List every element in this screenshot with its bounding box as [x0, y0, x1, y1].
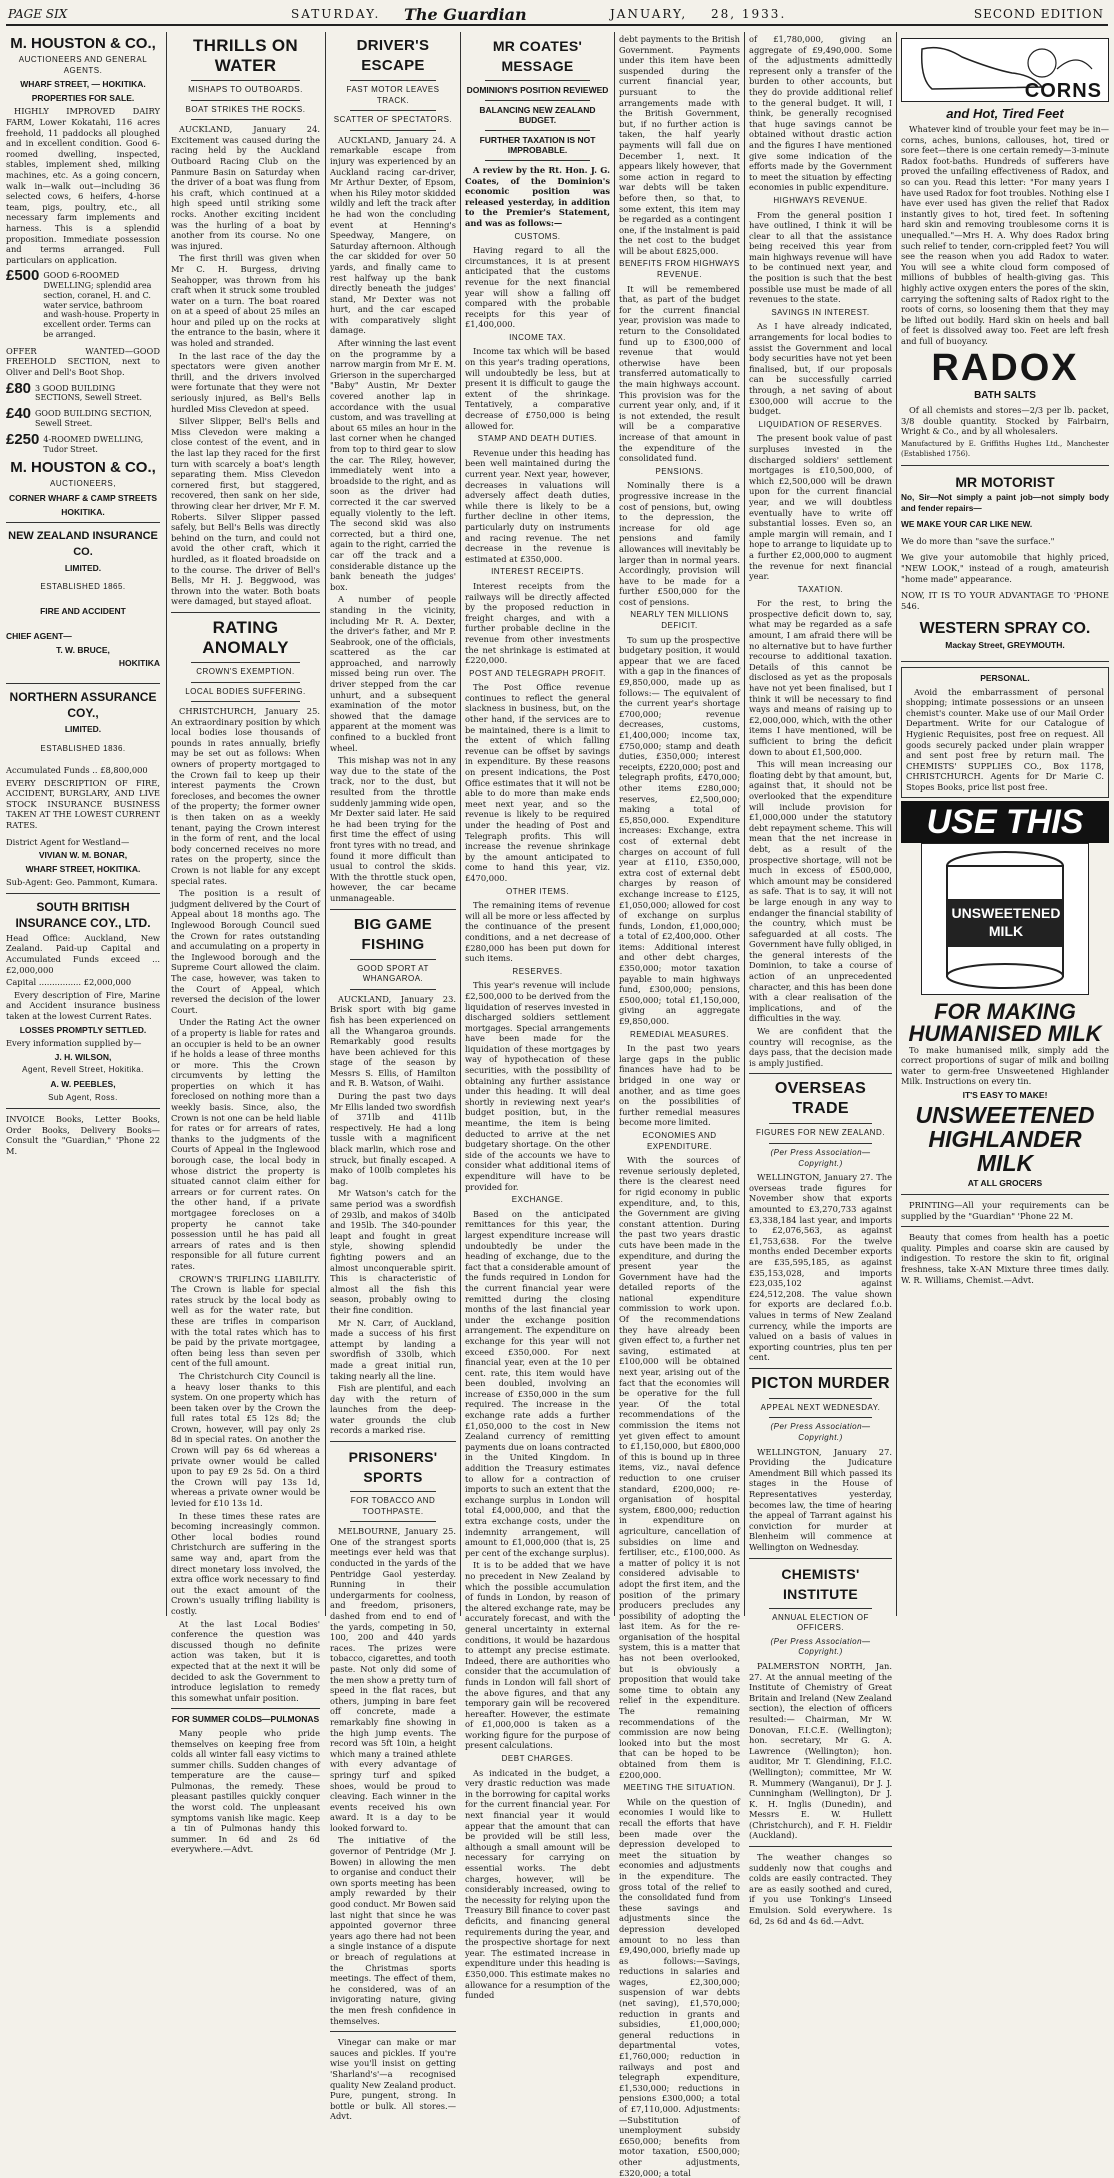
price-500: £500	[6, 267, 40, 285]
divider	[191, 682, 300, 683]
divider	[191, 701, 300, 702]
chief-agent-town: HOKITIKA	[118, 658, 160, 669]
nz-insurance-heading: NEW ZEALAND INSURANCE CO.	[8, 530, 158, 559]
article-paragraph: PALMERSTON NORTH, Jan. 27. At the annual meeting of the Institute of Chemistry of Great Britain and Ireland (New Zealand section), the election of officers resulted:— Chairman, Mr W. Donovan, F.I.C.E. (Wellington); hon. secretary, Mr G. A. Lawrence (Wellington); hon. auditor, Mr T. Glendining, F.I.C. (Wellington); committee, Mr W. R. Mummery (Wanganui), Dr J. J. Cunningham (Wellington), Dr J. K. H. Inglis (Dunedin), and Messrs E. W. Hullett (Christchurch), and F. H. Fieldir (Auckland).	[749, 1660, 892, 1841]
article-paragraph: The first thrill was given when Mr C. H. Burgess, driving Seahopper, was thrown from his craft when it struck some troubled water on a turn. The boat roared on at a speed of about 25 miles an hour and piled up on the rocks at the entrance to the basin, where it was holed and stranded.	[171, 253, 320, 349]
nz-insurance-established: ESTABLISHED 1865.	[40, 581, 126, 591]
section-heading: REMEDIAL MEASURES.	[630, 1029, 729, 1039]
column-5	[619, 34, 740, 2178]
at-all-grocers: AT ALL GROCERS	[967, 1178, 1043, 1189]
article-paragraph: It will be remembered that, as part of the budget for the current financial year, provision was made to return to the Consolidated fund up to £300,000 of revenue that would otherwise have been transferred automatically to the main highways account. This provision was for the current year only, and, if it is not extended, the result will be a comparative increase of that amount in the expenditure of the consolidated fund.	[619, 283, 740, 464]
corns-title: CORNS	[1024, 80, 1102, 103]
article-paragraph: A number of people standing in the vicinity, including Mr R. A. Dexter, the driver's father, and Mr P. Seabrook, one of the officials, scattered as the car approached, and narrowly missed being run over. The driver stepped from the car unhurt, and a subsequent examination of the motor showed that the damage apparent at the moment was confined to a buckled front wheel.	[330, 594, 456, 753]
article-paragraph: With the sources of revenue seriously depleted, there is the clearest need for rigid economy in public expenditure, and, to this, the Government are giving constant attention. During the past two years drastic cuts have been made in the expenditure, and during the present year the Government have had the detailed reports of the national expenditure commission to work upon. Of the recommendations they have already been given effect to, a further net saving, estimated at £100,000 will be obtained next year, arising out of the fact that the economies will be operative for the full year. Of the total recommendations of the commission the items not yet given effect to amount to £1,150,000, but £800,000 of this is bound up in three items, viz., naval defence reduction to one cruiser standard, £200,000; re-organisation of hospital system, £800,000; reduction in expenditure on agriculture, cancellation of subsidies on lime and fertiliser, etc., £100,000. As a matter of policy it is not considered advisable to adopt the first item, and the position of the primary producers precludes any possibility of adopting the last item. As for the re-organisation of the hospital system, this is a matter that has not been overlooked, but is obviously a proposition that would take some time to obtain any relief in the expenditure. The remaining recommendations of the commission are now being looked into but the most that can be hoped to be obtained from them is £200,000.	[619, 1155, 740, 1780]
divider	[350, 80, 436, 81]
article-paragraph: AUCKLAND, January 24. A remarkable escape from injury was experienced by an Auckland racing car-driver, Mr Arthur Dexter, of Epsom, when his Riley motor skidded wildly and left the track after he had won the concluding event at Henning's Speedway, Mangere, on Saturday afternoon. Although the car skidded for over 50 yards, and finally came to rest halfway up the bank directly beneath the judges' stand, Mr Dexter was not hurt, and the car escaped with comparatively slight damage.	[330, 134, 456, 336]
divider	[749, 1846, 892, 1847]
article-paragraph: CROWN'S TRIFLING LIABILITY. The Crown is liable for special rates struck by the local body as well as for the water rate, but these are trifles in comparison with the total rates which has to be paid by the private mortgagee, often being less than seven per cent of the full amount.	[171, 1273, 320, 1369]
peebles-name: A. W. PEEBLES,	[50, 1079, 116, 1090]
wilson-address: Agent, Revell Street, Hokitika.	[22, 1065, 144, 1075]
pulmonas-ad: Many people who pride themselves on keeping free from colds all winter fall easy victims to summer chills. Sudden changes of temperature are the cause—Pulmonas, the remedy. These pleasant pastilles quickly conquer the worst cold. The unpleasant symptoms vanish like magic. Keep a tin of Pulmonas handy this summer. In 6d and 2s 6d everywhere.—Advt.	[171, 1727, 320, 1855]
column-advertisements	[6, 34, 160, 1614]
tonkings-ad: The weather changes so suddenly now that coughs and colds are easily contracted. They are as easily soothed and cured, if you use Tonking's Linseed Emulsion. Sold everywhere. 1s 6d, 2s 6d and 4s 6d.—Advt.	[749, 1852, 892, 1926]
peebles-address: Sub Agent, Ross.	[48, 1092, 118, 1102]
article-paragraph: Interest receipts from the railways will be directly affected by the proposed reduction in freight charges, and with a further probable decline in the revenue from other investments the net shrinkage is estimated at £220,000.	[465, 580, 610, 666]
article-paragraph: The position is a result of judgment delivered by the Court of Appeal about 18 months ago. The Inglewood Borough Council sued the Crown for rates outstanding and accumulating on a property in the Inglewood borough and the Supreme Court allowed the claim. The case, however, was taken to the Court of Appeal, which reversed the decision of the lower Court.	[171, 888, 320, 1015]
divider	[330, 1441, 456, 1442]
divider	[350, 959, 436, 960]
article-paragraph: The initiative of the governor of Pentridge (Mr J. Bowen) in allowing the men to organise and conduct their own sports meeting has been amply rewarded by their good conduct. Mr Bowen said last night that since he was appointed governor three years ago there had not been a single instance of a dispute or breach of regulations at the Christmas sports meetings. The effect of them, he considered, was of an invigorating nature, giving the men fresh confidence in themselves.	[330, 1835, 456, 2026]
save-surface: We do more than "save the surface."	[901, 535, 1055, 546]
divider	[6, 683, 160, 684]
article-paragraph: For the rest, to bring the prospective deficit down to, say, what may be regarded as a safe amount, I am afraid there will be no alternative but to have further recourse to additional taxation. Details of this cannot be disclosed as yet as the proposals have not yet been finalised, but I think it will be necessary to find ways and means of raising up to £2,000,000, which, with the other items I have mentioned, will be sufficient to bring the deficit down to about £1,500,000.	[749, 598, 892, 757]
divider	[769, 1417, 872, 1418]
vinegar-ad: Vinegar can make or mar sauces and pickles. If you're wise you'll insist on getting 'Sharland's'—a recognised quality New Zealand product. Pure, pungent, strong. In bottle or bulk. All stores.—Advt.	[330, 2037, 456, 2122]
personal-heading: PERSONAL.	[980, 672, 1030, 683]
article-paragraph: As I have already indicated, arrangements for local bodies to assist the Government and local body securities have not yet been finalised, but, if our proposals can be successfully carried through, a net saving of about £300,000 will accrue to the budget.	[749, 321, 892, 417]
chemists-subheading: ANNUAL ELECTION OF OFFICERS.	[772, 1612, 869, 1633]
article-paragraph: In the past two years large gaps in the public finances have had to be bridged in one way or another, and as time goes on the possibilities of further remedial measures become more limited.	[619, 1043, 740, 1128]
article-paragraph: Based on the anticipated remittances for this year, the largest expenditure increase will undoubtedly be under the heading of exchange, due to the fact that a considerable amount of the funds required in London for the current financial year were remitted during the closing months of the last financial year under the exchange position arrangement. The expenditure on exchange for this year will not exceed £350,000. For next financial year, even at the 10 per cent. rate, this item would have been doubled, involving an increase of £350,000 in the sum required. The increase in the exchange rate adds a further £1,050,000 to the cost in New Zealand currency of remitting payments due on loans contracted in the United Kingdom. In addition the Treasury estimates to allow for a contraction of imports to such an extent that the exchange surplus in London will total £4,000,000, and that the extra exchange costs, under the indemnity arrangement, will amount to £1,000,000 (that is, 25 per cent of the exchange surplus).	[465, 1208, 610, 1558]
divider	[171, 1708, 320, 1709]
drivers-escape-subheading-2: SCATTER OF SPECTATORS.	[333, 115, 453, 125]
capital: Capital ................ £2,000,000	[6, 977, 132, 988]
prisoners-sports-subheading: FOR TOBACCO AND TOOTHPASTE.	[350, 1496, 436, 1516]
use-this-banner: USE THIS	[901, 801, 1109, 843]
big-game-headline: BIG GAME FISHING	[353, 915, 433, 953]
article-paragraph: This mishap was not in any way due to the state of the track, nor to the dust, but resulted from the throttle suddenly jamming wide open, Mr Dexter said later. He said he had been trying for the first time the effect of using front tyres with no tread, and found it more difficult than usual to control the skids. With the throttle stuck open, however, the car became unmanageable.	[330, 755, 456, 903]
radox-logo: RADOX	[931, 347, 1079, 390]
edition-label: SECOND EDITION	[973, 7, 1104, 21]
column-rule	[896, 32, 897, 1616]
divider	[769, 1608, 872, 1609]
article-paragraph: In these times these rates are becoming increasingly common. Other local bodies round Christchurch are suffering in the same way and, apart from the direct monetary loss involved, the extra office work necessary to find out the exact amount of the Crown's usually trifling liability is costly.	[171, 1510, 320, 1616]
divider	[350, 989, 436, 990]
sub-agent: Sub-Agent: Geo. Pammont, Kumara.	[6, 877, 158, 888]
info-supplied: Every information supplied by—	[6, 1038, 142, 1049]
coates-subheading-2: BALANCING NEW ZEALAND BUDGET.	[479, 104, 596, 126]
article-paragraph: Nominally there is a progressive increase in the cost of pensions, but, owing to the depression, the increase for old age pensions and family allowances will inevitably be larger than in normal years. Accordingly, provision will have to be made for a further £500,000 for the cost of pensions.	[619, 480, 740, 607]
chief-agent-name: T. W. BRUCE,	[56, 644, 110, 655]
insurance-description: EVERY DESCRIPTION OF FIRE, ACCIDENT, BURGLARY, AND LIVE STOCK INSURANCE BUSINESS TAKEN AT THE LOWEST CURRENT RATES.	[6, 777, 160, 830]
offer-wanted: OFFER WANTED—GOOD FREEHOLD SECTION, next to Oliver and Dell's Boot Shop.	[6, 345, 160, 378]
article-paragraph: WELLINGTON, January 27. Providing the Judicature Amendment Bill which passed its stages in the House of Representatives yesterday, becomes law, the time of hearing the appeal of Tarrant against his conviction for murder at Blenheim will commence at Wellington on Wednesday.	[749, 1446, 892, 1552]
western-spray-address: Mackay Street, GREYMOUTH.	[945, 640, 1065, 651]
masthead-day: SATURDAY.	[291, 7, 381, 21]
drivers-escape-headline: DRIVER'S ESCAPE	[356, 37, 430, 74]
price-250: £250	[6, 430, 40, 448]
section-heading: ECONOMIES AND EXPENDITURE.	[642, 1130, 717, 1151]
divider	[901, 1226, 1109, 1227]
fire-accident: FIRE AND ACCIDENT	[40, 606, 126, 617]
column-rule	[325, 32, 326, 1616]
divider	[769, 1123, 872, 1124]
divider	[485, 130, 590, 131]
coates-headline: MR COATES' MESSAGE	[492, 38, 583, 74]
listing-500	[6, 267, 160, 340]
beauty-ad: Beauty that comes from health has a poetic quality. Pimples and coarse skin are caused by indigestion. To restore the skin to fit, original freshness, take X-AN Mixture three times daily. W. R. Williams, Chemist.—Advt.	[901, 1232, 1109, 1285]
article-paragraph: Income tax which will be based on this year's trading operations, will undoubtedly be less, but at present it is difficult to gauge the extent of the shrinkage. Tentatively, a comparative decrease of £750,000 is being allowed for.	[465, 346, 610, 431]
divider	[6, 1108, 160, 1109]
divider	[191, 662, 300, 663]
article-paragraph: After winning the last event on the programme by a narrow margin from Mr E. M. Grierson in the supercharged "Baby" Austin, Mr Dexter covered another lap in accordance with the usual custom, and was travelling at about 65 miles an hour in the last corner when he changed from top to third gear to slow the car. The Riley, however, immediately went into a broadside to the right, and as soon as the driver had corrected it the car swerved equally violently to the left. The second skid was also corrected, but a third one, again to the right, carried the car off the track and a considerable distance up the bank beneath the judges' box.	[330, 338, 456, 592]
article-paragraph: This year's revenue will include £2,500,000 to be derived from the liquidation of reserves invested in discharged soldiers settlement mortgages. Special arrangements have been made for the liquidation of these mortgages by way of hypothecation of these securities, with the possibility of obtaining any further assistance under this heading. It will deal shortly in reviewing next year's budget position, but, in the meantime, the item is being deducted to arrive at the net budgetary shortage. On the other side of the accounts we have to consider what additional items of expenditure will have to be provided for.	[465, 980, 610, 1192]
pulmonas-heading: FOR SUMMER COLDS—PULMONAS	[171, 1714, 320, 1725]
article-paragraph: The remaining items of revenue will all be more or less affected by the continuance of the present conditions, and a net decrease of £280,000 has been put down for such items.	[465, 900, 610, 964]
houston-subheading: AUCTIONEERS AND GENERAL AGENTS.	[18, 55, 148, 75]
motorist-subheading: No, Sir—Not simply a paint job—not simply body and fender repairs—	[901, 492, 1109, 513]
houston-heading: M. HOUSTON & CO.,	[10, 35, 156, 52]
district-agent-label: District Agent for Westland—	[6, 836, 130, 847]
chief-agent-label: CHIEF AGENT—	[6, 630, 72, 641]
prisoners-sports-headline: PRISONERS' SPORTS	[348, 1449, 438, 1486]
wilson-name: J. H. WILSON,	[54, 1051, 112, 1062]
section-heading: CUSTOMS.	[514, 231, 561, 241]
divider	[6, 522, 160, 523]
section-heading: DEBT CHARGES.	[501, 1754, 574, 1764]
properties-text: HIGHLY IMPROVED DAIRY FARM, Lower Kokatahi, 116 acres freehold, 11 paddocks all ploughed and in excellent condition. Good 6-roomed dwelling, inspected, stables, implement shed, milking machines, etc. As a going concern, walk in—walk out—including 36 selected cows, 6 heifers, 4-horse team, pigs, poultry, etc., all necessary farm implements and harness. This is a splendid proposition. Immediate possession and terms arranged. Full particulars on application.	[6, 106, 160, 265]
article-paragraph: AUCKLAND, January 23. Brisk sport with big game fish has been experienced on all the Whangaroa grounds. Remarkably good results have been achieved for this stage of the season by Messrs S. Ellis, of Hamilton and R. B. Watson, of Waihi.	[330, 993, 456, 1089]
newspaper-title: The Guardian	[404, 4, 527, 24]
head-office: Head Office: Auckland, New Zealand. Paid-up Capital and Accumulated Funds exceed ... £2,000,000	[6, 932, 160, 975]
article-paragraph: Mr Watson's catch for the same period was a swordfish of 293lb, and makos of 340lb and 195lb. The 340-pounder leapt and fought in great style, showing splendid fighting powers and an almost unconquerable spirit. This is characteristic of almost all the fish this season, probably owing to their fine condition.	[330, 1188, 456, 1315]
listing-text: 3 GOOD BUILDING SECTIONS, Sewell Street.	[35, 383, 143, 403]
houston-town: HOKITIKA.	[61, 506, 105, 517]
article-paragraph: It is to be added that we have no precedent in New Zealand by which the possible accumulation of funds in London, by reason of the altered exchange rate, may be accurately forecast, and with the general uncertainty in external conditions, it would be hazardous to attempt any precise estimate. Indeed, there are authorities who consider that the accumulation of funds in London will fall short of the above figures, and that any temporary gain will be recovered hereafter. However, the estimate of £1,000,000 is taken as a working figure for the purpose of present calculations.	[465, 1560, 610, 1751]
section-heading: STAMP AND DEATH DUTIES.	[477, 434, 598, 444]
losses-settled: LOSSES PROMPTLY SETTLED.	[19, 1024, 147, 1035]
divider	[901, 1194, 1109, 1195]
thrills-headline: THRILLS ON WATER	[193, 36, 298, 75]
article-paragraph: As indicated in the budget, a very drastic reduction was made in the borrowing for capital works for the current financial year. For next financial year it would appear that the amount that can be provided will be still less, although a small amount will be necessary for carrying on essential works. The debt charges, however, will be considerably increased, owing to the necessity for relying upon the Treasury Bill finance to cover past deficits, and financing general requirements during the year, and the prospective shortage for next year. The estimated increase in expenditure under this heading is £350,000. This estimate makes no allowance for a resumption of the funded	[465, 1767, 610, 2001]
column-4	[465, 34, 610, 2001]
article-paragraph: The Christchurch City Council is a heavy loser thanks to this system. On one property which has been taken over by the Crown the full rates total £5 12s 8d; the Crown, however, will pay only 2s 8d in special rates. On another the Crown will pay 6s 6d whereas a private owner would be called upon to pay £9 2s 5d. On a third the Crown will pay 13s 1d, whereas a private owner would be levied for £10 13s 1d.	[171, 1370, 320, 1509]
column-rule	[614, 32, 615, 1616]
section-heading: OTHER ITEMS.	[506, 886, 569, 896]
column-rule	[460, 32, 461, 1616]
northern-limited: LIMITED.	[64, 723, 102, 734]
article-paragraph: debt payments to the British Government. Payments under this item have been suspended during the current financial year, pursuant to the arrangements made with the British Government, but, if no further action is taken, the half yearly payments will fall due on December 1, next. It appears likely however, that some action in regard to war debts will be taken before then, so that, to some extent, this item may be regarded as a contingent one, if the instalment is paid the net cost to the budget will be about £825,000.	[619, 34, 740, 256]
article-paragraph: During the past two days Mr Ellis landed two swordfish of 371lb and 411lb respectively. He had a long tussle with a magnificent black marlin, which rose and struck, but finally escaped. A mako of 100lb completes his bag.	[330, 1091, 456, 1186]
article-paragraph: Under the Rating Act the owner of a property is liable for rates and an occupier is held to be an owner if he holds a lease of three months or more. This the Crown circumvents by letting the properties on which it has foreclosed on nothing more than a weekly basis. Since, also, the Crown is not one can be held liable for rates or for arrears of rates, thanks to the judgments of the Courts of Appeal in the Inglewood borough case, the local body in whose district the property is situated cannot claim either for arrears or for current rates. On the other hand, if a private mortgagee forecloses on a property he cannot take possession until he has paid all arrears of rates and is then responsible for all future current rates.	[171, 1017, 320, 1271]
divider	[191, 100, 300, 101]
masthead	[6, 4, 1108, 26]
rating-subheading: CROWN'S EXEMPTION.	[196, 666, 295, 676]
column-2	[171, 34, 320, 1855]
divider	[749, 1558, 892, 1559]
price-80: £80	[6, 379, 32, 397]
divider	[330, 2031, 456, 2032]
overseas-trade-subheading: FIGURES FOR NEW ZEALAND.	[756, 1128, 885, 1138]
overseas-trade-headline: OVERSEAS TRADE	[774, 1080, 867, 1118]
listing-text: GOOD BUILDING SECTION, Sewell Street.	[35, 409, 152, 429]
highlander-logo: UNSWEETENED HIGHLANDER MILK	[915, 1102, 1095, 1177]
houston-heading-2: M. HOUSTON & CO.,	[10, 459, 156, 477]
divider	[171, 612, 320, 613]
corns-illustration	[901, 38, 1109, 102]
bonar-name: VIVIAN W. M. BONAR,	[38, 850, 128, 861]
article-paragraph: To sum up the prospective budgetary position, it would appear that we are faced with a gap in the finances of £9,850,000, made up as follows:— The equivalent of the current year's shortage £700,000; revenue decreases, customs, £1,400,000; income tax, £750,000; stamp and death duties, £350,000; interest receipts, £220,000; post and telegraph profits, £470,000; other items £280,000; reserves, £2,500,000; making a total of £5,850,000. Expenditure increases: Exchange, extra cost of external debt charges on account of full year at £110, £350,000, extra cost of external debt charges by reason of exchange increase to £125, £1,050,000; allowed for cost of exchange on surplus funds, London, £1,000,000; a total of £2,400,000. Other items: Additional interest and other debt charges, £350,000; motor taxation payable to main highways fund, £300,000; pensions, £500,000; total £1,150,000, giving an aggregate £9,850,000.	[619, 634, 740, 1027]
section-heading: LIQUIDATION OF RESERVES.	[758, 419, 883, 429]
listing-250	[6, 430, 160, 455]
divider	[901, 465, 1109, 466]
tin-label: UNSWEETENED MILK	[951, 904, 1061, 939]
column-rule	[744, 32, 745, 1616]
article-paragraph: AUCKLAND, January 24. Excitement was caused during the racing held by the Auckland Outboard Racing Club on the Panmure Basin on Saturday when the driver of a boat was flung from his craft, which continued at a high speed until striking some rocks. Another exciting incident was the hurling of a boat by another from its course. No one was injured.	[171, 124, 320, 251]
article-paragraph: MELBOURNE, January 25. One of the strangest sports meetings ever held was that conducted in the yards of the Pentridge Gaol yesterday. Running in their undergarments for coolness, and freedom, prisoners, dashed from end to end of the yards, competing in 50, 100, 200 and 440 yards races. The prizes were tobacco, cigarettes, and tooth paste. Not only did some of the men show a pretty turn of speed in the flat races, but others, jumping in bare feet off concrete, made a remarkably fine showing in the high jump events. The record was 5ft 10in, a height which many a trained athlete with every advantage of springy turf and spiked shoes, would be proud to cleaving. Each winner in the events received his own award. It is a day to be looked forward to.	[330, 1526, 456, 1833]
page-number: PAGE SIX	[8, 7, 68, 21]
corns-subtitle: and Hot, Tired Feet	[946, 106, 1064, 121]
every-description: Every description of Fire, Marine and Accident insurance business taken at the lowest Current Rates.	[6, 989, 160, 1022]
picton-murder-headline: PICTON MURDER	[751, 1374, 890, 1392]
article-paragraph: of £1,780,000, giving an aggregate of £9,490,000. Some of the adjustments admittedly represent only a transfer of the burden to other accounts, but they do provide additional relief to the general budget. It will, I think, be generally recognised that huge savings cannot be obtained without drastic action and the figures I have mentioned give some indication of the efforts made by the Government to meet the situation by effecting economies in public expenditure.	[749, 34, 892, 193]
column-advertisements-right	[901, 34, 1109, 1614]
personal-box	[901, 667, 1109, 798]
radox-manufacturer: Manufactured by E. Griffiths Hughes Ltd., Manchester (Established 1756).	[901, 439, 1109, 459]
corns-text: Whatever kind of trouble your feet may be in—corns, aches, bunions, callouses, hot, tired or sore feet—there is one certain remedy—3-minute Radox foot-baths. Hundreds of sufferers have proved the unfailing effectiveness of Radox, and so can you. Read this letter: "For many years I have used Radox for foot troubles. Nothing else I have ever used has given the relief that Radox instantly gives to hot, tired feet. In softening hard skin and removing troublesome corns it is unequalled."—Mrs H. A. Why does Radox bring such relief to tender, corn-crippled feet? You will see the reason when you add Radox to water. You will see a white cloud form composed of millions of bubbles of health-giving gas. This highly active oxygen enters the pores of the skin, carrying the softening salts of Radox right to the roots of corns, so loosening them that they may be lifted out bodily. Hard skin on heels and ball of feet is dissolved away too. Feet are left fresh and full of buoyancy.	[901, 124, 1109, 346]
section-heading: RESERVES.	[512, 966, 563, 976]
motorist-heading: MR MOTORIST	[955, 474, 1055, 491]
article-paragraph: In the last race of the day the spectators were given another thrill, and the drivers involved were fortunate that they were not seriously injured, as Bell's Bells hurdled Miss Clevedon at speed.	[171, 350, 320, 414]
drivers-escape-subheading: FAST MOTOR LEAVES TRACK.	[346, 85, 440, 105]
article-paragraph: The Post Office revenue continues to reflect the general slackness in business, but, on the other hand, if the services are to be maintained, there is a limit to the extent of which falling revenue can be offset by savings in expenditure. By these reasons on present indications, the Post Office estimates that it will not be able to do more than make ends meet next year, and so the revenue is likely to be required under the heading of Post and Telegraph profits. This will increase the revenue shrinkage by the amount anticipated to come to hand this year, viz. £470,000.	[465, 682, 610, 883]
article-paragraph: Having regard to all the circumstances, it is at present anticipated that the customs revenue for the next financial year will show a falling off compared with the probable receipts for this year of £1,400,000.	[465, 245, 610, 330]
masthead-date: 28, 1933.	[711, 7, 787, 21]
listing-text: 4-ROOMED DWELLING, Tudor Street.	[43, 434, 144, 454]
article-paragraph: This will mean increasing our floating debt by that amount, but, against that, it should not be overlooked that the expenditure will include provision for £1,000,000 under the statutory debt repayment scheme. This will mean that the net increase in debt, as a result of the prospective shortage, will not be much in excess of £500,000, which amount may be considered as safe. That is to say, it will not be large enough in any way to endanger the financial stability of the country, which must be safeguarded at all costs. The Government have fully obliged, in the general interests of the Dominion, to take a course of action of an unprecedented character, and this has been done with a clear realisation of the implications, and of the difficulties in the way.	[749, 759, 892, 1024]
article-paragraph: At the last Local Bodies' conference the question was discussed though no definite action was taken, but it is expected that at the next it will be decided to ask the Government to introduce legislation to remedy this somewhat unfair position.	[171, 1618, 320, 1703]
article-paragraph: While on the question of economies I would like to recall the efforts that have been made over the depression developed to meet the situation by economies and adjustments in the expenditure. The gross total of the relief to the consolidated fund from these savings and adjustments since the depression developed amount to no less than £9,490,000, briefly made up as follows:—Savings, reductions in salaries and wages, £2,300,000; suspension of war debts (net saving), £1,570,000; reduction in grants and subsidies, £1,000,000; general reductions in departmental votes, £1,760,000; reduction in railways and post and telegraph expenditure, £1,530,000; reductions in pensions £300,000; a total of £7,110,000. Adjustments:—Substitution of unemployment subsidy £650,000; benefits from motor taxation, £500,000; other adjustments, £320,000; a total	[619, 1796, 740, 2178]
divider	[769, 1143, 872, 1144]
milk-tin-illustration	[921, 843, 1089, 995]
accumulated-funds: Accumulated Funds .. £8,800,000	[6, 764, 148, 775]
section-heading: INCOME TAX.	[509, 332, 566, 342]
article-paragraph: From the general position I have outlined, I think it will be clear to all that the assistance being received this year from main highways revenue will have to be continued next year, and the position is such that the best possible use must be made of all revenues to the state.	[749, 209, 892, 305]
press-credit: (Per Press Association—Copyright.)	[770, 1636, 871, 1657]
section-heading: BENEFITS FROM HIGHWAYS REVENUE.	[619, 259, 740, 280]
invoice-books-ad: INVOICE Books, Letter Books, Order Books, Delivery Books—Consult the "Guardian," 'Phone 22 M.	[6, 1114, 160, 1156]
rating-headline: RATING ANOMALY	[202, 617, 289, 657]
properties-heading: PROPERTIES FOR SALE.	[31, 92, 135, 103]
section-heading: EXCHANGE.	[511, 1195, 564, 1205]
houston-address-2: CORNER WHARF & CAMP STREETS	[8, 493, 158, 504]
divider	[191, 80, 300, 81]
divider	[485, 80, 590, 81]
new-look: We give your automobile that highly priced, "NEW LOOK," instead of a rough, amateurish "home made" appearance.	[901, 552, 1109, 584]
divider	[6, 893, 160, 894]
section-heading: TAXATION.	[797, 584, 844, 594]
section-heading: HIGHWAYS REVENUE.	[773, 195, 868, 205]
phone-advantage: NOW, IT IS TO YOUR ADVANTAGE TO 'PHONE 546.	[901, 590, 1109, 611]
listing-40	[6, 405, 160, 429]
press-credit: (Per Press Association—Copyright.)	[770, 1148, 871, 1168]
divider	[191, 119, 300, 120]
easy-to-make: IT'S EASY TO MAKE!	[962, 1089, 1048, 1100]
nz-insurance-limited: LIMITED.	[64, 563, 102, 574]
northern-assurance-heading: NORTHERN ASSURANCE COY.,	[9, 689, 157, 720]
thrills-subheading-2: BOAT STRIKES THE ROCKS.	[185, 104, 306, 114]
radox-subtitle: BATH SALTS	[974, 390, 1036, 402]
printing-ad: PRINTING—All your requirements can be supplied by the "Guardian" 'Phone 22 M.	[901, 1200, 1109, 1221]
article-paragraph: We are confident that the country will recognise, as the days pass, that the decision made is amply justified.	[749, 1026, 892, 1068]
article-paragraph: CHRISTCHURCH, January 25. An extraordinary position by which local bodies lose thousands of pounds in rates annually, briefly may be set out as follows: When owners of property mortgaged to the Crown fail to keep up their interest payments the Crown forecloses, and becomes the owner of the property; the former owner is then taken on as a weekly tenant, paying the Crown interest in the form of rent, and the local body concerned receives no more rates on the property, since the Crown is not liable for any except special rates.	[171, 706, 320, 886]
making-text: To make humanised milk, simply add the correct proportions of sugar of milk and boiling water to germ-free Unsweetened Highlander Milk. Instructions on every tin.	[901, 1044, 1109, 1087]
coates-intro: A review by the Rt. Hon. J. G. Coates, of the Dominion's economic position was released yesterday, in addition to the Premier's Statement, and was as follows:—	[465, 164, 610, 228]
divider	[749, 1073, 892, 1074]
masthead-month: JANUARY,	[610, 7, 688, 21]
press-credit: (Per Press Association—Copyright.)	[770, 1422, 871, 1443]
price-40: £40	[6, 405, 32, 423]
listing-80	[6, 379, 160, 404]
radox-text: Of all chemists and stores—2/3 per lb. packet, 3/8 double quantity. Stocked by Fairbairn, Wright & Co., and by all wholesalers.	[901, 405, 1109, 437]
section-heading: POST AND TELEGRAPH PROFIT.	[469, 668, 606, 678]
coates-subheading-3: FURTHER TAXATION IS NOT IMPROBABLE.	[479, 134, 596, 156]
coates-subheading: DOMINION'S POSITION REVIEWED	[466, 85, 609, 95]
section-heading: MEETING THE SITUATION.	[623, 1783, 736, 1793]
thrills-subheading: MISHAPS TO OUTBOARDS.	[188, 85, 303, 94]
chemists-headline: CHEMISTS' INSTITUTE	[781, 1565, 860, 1602]
article-paragraph: Fish are plentiful, and each day with the return of launches from the deep-water grounds the club records a marked rise.	[330, 1383, 456, 1436]
article-paragraph: WELLINGTON, January 27. The overseas trade figures for November show that exports amounted to £3,270,733 against £3,338,184 last year, and imports to £2,076,563, as against £1,753,638. For the twelve months ended December exports are £35,595,185, as against £35,153,028, and imports £23,035,102 against £24,512,208. The value shown for exports are declared f.o.b. values in terms of New Zealand currency, while the imports are valued on a basis of values in exporting countries, plus ten per cent.	[749, 1172, 892, 1363]
section-heading: SAVINGS IN INTEREST.	[771, 307, 870, 317]
column-3	[330, 34, 456, 2122]
divider	[749, 1368, 892, 1369]
houston-auctioneers: AUCTIONEERS,	[49, 479, 116, 489]
divider	[350, 130, 436, 131]
rating-subheading-2: LOCAL BODIES SUFFERING.	[185, 686, 306, 696]
section-heading: INTEREST RECEIPTS.	[491, 567, 584, 577]
article-paragraph: Silver Slipper, Bell's Bells and Miss Clevedon were making a close contest of the event, and in the last lap they raced for the first turn with scarcely a boat's length separating them. Miss Clevedon cornered first, but staggered, recovered, then sank on her side, throwing clear her driver, Mr F. M. Roberts. Silver Slipper passed safely, but Bell's Bells was directly behind on the turn, and could not avoid the other craft, which it hurdled, as it floated broadside on to the course. The driver of Bell's Bells, Mr H. J. Beggwood, was thrown into the water. Both boats were damaged, but stayed afloat.	[171, 416, 320, 607]
divider	[350, 110, 436, 111]
article-paragraph: The present book value of past surpluses invested in the discharged soldiers' settlement mortgages is £10,500,000, of which £2,500,000 will be drawn upon for the current financial year, and we will doubtless eventually have to write off substantial losses. Even so, an ample margin will remain, and I hope to arrange to liquidate up to a further £2,000,000 to augment the revenue for next financial year.	[749, 433, 892, 582]
divider	[330, 909, 456, 910]
houston-address: WHARF STREET, — HOKITIKA.	[20, 79, 146, 90]
divider	[350, 1491, 436, 1492]
section-heading: NEARLY TEN MILLIONS DEFICIT.	[630, 610, 729, 631]
western-spray-heading: WESTERN SPRAY CO.	[919, 620, 1091, 638]
big-game-subheading: GOOD SPORT AT WHANGAROA.	[357, 963, 429, 984]
column-rule	[166, 32, 167, 1616]
picton-subheading: APPEAL NEXT WEDNESDAY.	[760, 1402, 881, 1412]
listing-text: GOOD 6-ROOMED DWELLING; splendid area section, coranel, H. and C. water service, bathroom and wash-house. Property in excellent order. Terms can be arranged.	[43, 271, 160, 340]
divider	[769, 1398, 872, 1399]
divider	[485, 160, 590, 161]
personal-text: Avoid the embarrassment of personal shopping; intimate possessions or an unseen chemist's counter. Make use of our Mail Order Department. Write for our Catalogue of Hygienic Requisites, post free on request. All goods securely packed under plain wrapper and sent post free by return mail. The CHEMISTS' SUPPLIES CO., Box 1178, CHRISTCHURCH. Agents for Dr Marie C. Stopes Books, price list post free.	[906, 686, 1104, 792]
for-making-heading: FOR MAKING HUMANISED MILK	[908, 998, 1102, 1046]
make-car-new: WE MAKE YOUR CAR LIKE NEW.	[901, 519, 1033, 530]
divider	[901, 661, 1109, 662]
south-british-heading: SOUTH BRITISH INSURANCE COY., LTD.	[15, 899, 151, 930]
section-heading: PENSIONS.	[655, 466, 704, 476]
northern-established: ESTABLISHED 1836.	[40, 744, 126, 754]
article-paragraph: Revenue under this heading has been well maintained during the current year. Next year, however, decreases in valuations will adversely affect death duties, while there is likely to be a further decline in other items, particularly duty on instruments and racing revenue. The net decrease in the revenue is estimated at £350,000.	[465, 447, 610, 564]
divider	[350, 1521, 436, 1522]
bonar-address: WHARF STREET, HOKITIKA.	[25, 863, 141, 874]
divider	[485, 100, 590, 101]
column-6	[749, 34, 892, 1926]
article-paragraph: Mr N. Carr, of Auckland, made a success of his first attempt by landing a swordfish of 330lb, which made a great initial run, taking nearly all the line.	[330, 1317, 456, 1381]
